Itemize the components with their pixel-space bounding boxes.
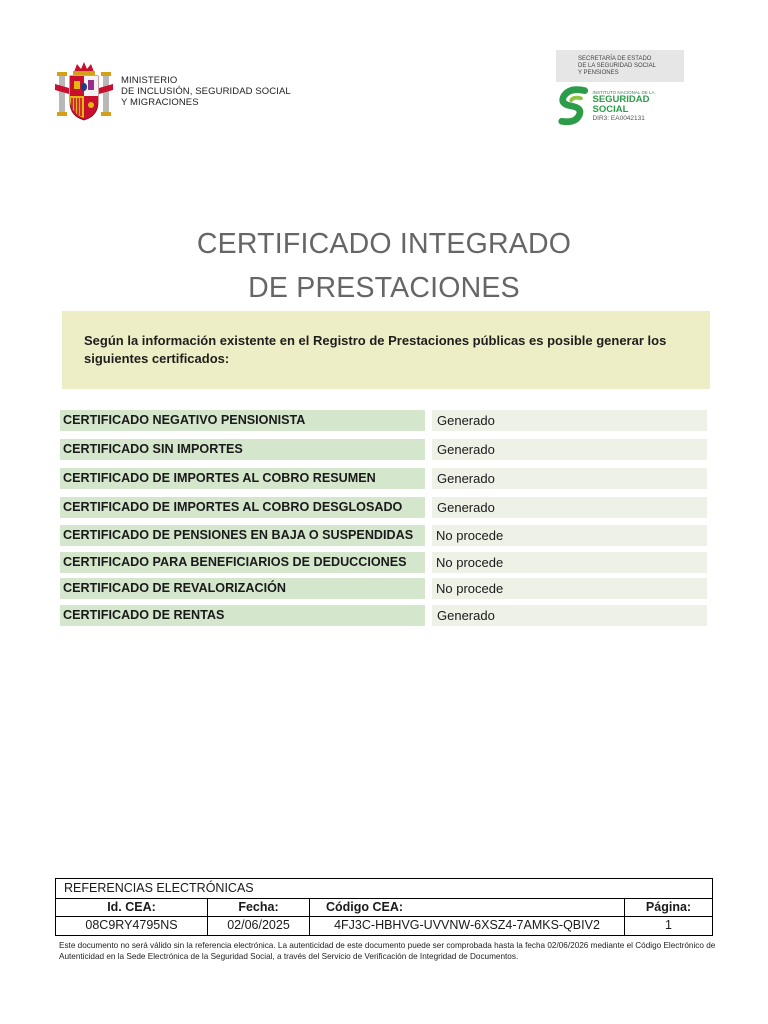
coat-of-arms-icon xyxy=(55,60,113,122)
title-line: CERTIFICADO INTEGRADO xyxy=(196,228,572,260)
header-codigo-cea: Código CEA: xyxy=(309,899,624,917)
certificate-status: Generado xyxy=(432,439,707,460)
value-codigo-cea: 4FJ3C-HBHVG-UVVNW-6XSZ4-7AMKS-QBIV2 xyxy=(309,917,624,935)
certificate-label: CERTIFICADO DE PENSIONES EN BAJA O SUSPENDIDAS xyxy=(60,525,425,546)
intro-box: Según la información existente en el Registro de Prestaciones públicas es posible generar los siguientes certificados: xyxy=(62,311,710,389)
certificate-status: No procede xyxy=(432,578,707,599)
ministry-line: MINISTERIO xyxy=(121,74,178,86)
secretaria-box xyxy=(556,50,684,82)
legal-disclaimer: Este documento no será válido sin la referencia electrónica. La autenticidad de este documento puede ser comprobada hasta la fecha 02/06/2026 mediante el Código Electrónico de Autenticidad en la Sede Electrónica de la Seguridad Social, a través del Servicio de Verificación de Integridad de Documentos. xyxy=(59,941,716,961)
certificate-row xyxy=(60,439,707,460)
ministry-logo xyxy=(55,60,295,122)
secretaria-line: SECRETARÍA DE ESTADO xyxy=(578,56,652,62)
header-id-cea: Id. CEA: xyxy=(56,899,207,917)
header-pagina: Página: xyxy=(624,899,712,917)
certificate-label: CERTIFICADO DE RENTAS xyxy=(60,605,425,626)
inss-name: SEGURIDAD SOCIAL xyxy=(592,94,650,115)
certificate-status: No procede xyxy=(432,525,707,546)
certificate-status: No procede xyxy=(432,552,707,573)
secretaria-line: DE LA SEGURIDAD SOCIAL xyxy=(578,63,657,69)
certificate-status: Generado xyxy=(432,605,707,626)
certificate-label: CERTIFICADO SIN IMPORTES xyxy=(60,439,425,460)
value-id-cea: 08C9RY4795NS xyxy=(85,918,178,932)
value-pagina: 1 xyxy=(624,917,712,935)
inss-brand xyxy=(556,84,684,128)
certificate-status: Generado xyxy=(432,410,707,431)
inss-s-icon xyxy=(556,84,590,128)
certificate-row xyxy=(60,497,707,518)
title-line: DE PRESTACIONES xyxy=(248,272,520,304)
header-fecha: Fecha: xyxy=(207,899,309,917)
page-title xyxy=(0,222,768,310)
references-title: REFERENCIAS ELECTRÓNICAS xyxy=(56,879,712,899)
certificate-row xyxy=(60,605,707,626)
certificate-status: Generado xyxy=(432,497,707,518)
secretaria-line: Y PENSIONES xyxy=(578,70,619,76)
ministry-line: Y MIGRACIONES xyxy=(121,96,199,108)
certificate-label: CERTIFICADO PARA BENEFICIARIOS DE DEDUCCIONES xyxy=(60,552,425,573)
certificate-label: CERTIFICADO DE REVALORIZACIÓN xyxy=(60,578,425,599)
certificate-row xyxy=(60,525,707,546)
certificate-label: CERTIFICADO DE IMPORTES AL COBRO RESUMEN xyxy=(60,468,425,489)
certificate-row xyxy=(60,410,707,431)
ministry-name xyxy=(121,75,291,108)
certificate-row xyxy=(60,578,707,599)
certificate-row xyxy=(60,468,707,489)
electronic-references-table xyxy=(55,878,713,936)
certificate-label: CERTIFICADO NEGATIVO PENSIONISTA xyxy=(60,410,425,431)
inss-logo xyxy=(556,50,684,136)
certificate-row xyxy=(60,552,707,573)
certificate-label: CERTIFICADO DE IMPORTES AL COBRO DESGLOSADO xyxy=(60,497,425,518)
ministry-line: DE INCLUSIÓN, SEGURIDAD SOCIAL xyxy=(121,85,291,97)
certificate-status: Generado xyxy=(432,468,707,489)
value-fecha: 02/06/2025 xyxy=(207,917,309,935)
inss-small-text: INSTITUTO NACIONAL DE LA xyxy=(592,90,655,95)
inss-dir3: DIR3: EA0042131 xyxy=(592,115,645,122)
